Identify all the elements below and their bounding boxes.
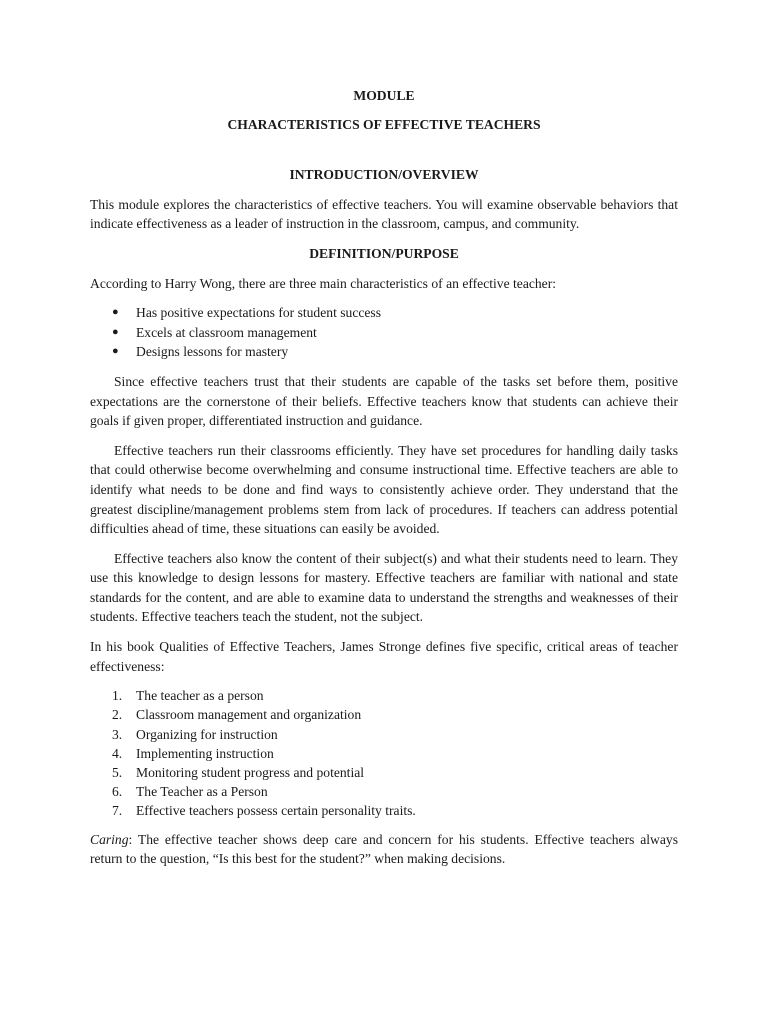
list-item-text: Has positive expectations for student success (136, 305, 382, 321)
caring-label: Caring (90, 831, 129, 847)
list-number: 7. (112, 803, 123, 819)
bullet-icon: ● (112, 345, 119, 358)
definition-heading: DEFINITION/PURPOSE (309, 245, 459, 261)
document-page (90, 86, 678, 879)
list-number: 6. (112, 784, 123, 800)
module-label: MODULE (353, 88, 415, 103)
caring-text: The effective teacher shows deep care and concern for his students. Effective teachers always return to the question, “Is this best for the student?” when making decisions. (90, 831, 678, 867)
bullet-icon: ● (112, 306, 119, 319)
list-item (90, 342, 678, 362)
list-item (90, 686, 678, 705)
list-item (90, 725, 678, 744)
list-item (90, 744, 678, 763)
page-title: CHARACTERISTICS OF EFFECTIVE TEACHERS (227, 116, 541, 132)
list-item-text: Monitoring student progress and potential (136, 765, 365, 781)
intro-paragraph: This module explores the characteristics of effective teachers. You will examine observable behaviors that indicate effectiveness as a leader of instruction in the classroom, campus, and community. (90, 196, 678, 232)
list-item (90, 801, 678, 820)
wong-lead-paragraph: According to Harry Wong, there are three main characteristics of an effective teacher: (90, 275, 557, 291)
list-item-text: Designs lessons for mastery (136, 344, 289, 360)
expectations-paragraph: Since effective teachers trust that their students are capable of the tasks set before them, positive expectations are the cornerstone of their beliefs. Effective teachers know that students can achieve their goals if given proper, differentiated instruction and guidance. (90, 373, 678, 429)
stronge-lead-paragraph: In his book Qualities of Effective Teachers, James Stronge defines five specific, critical areas of teacher effectiveness: (90, 639, 678, 674)
caring-paragraph (90, 830, 678, 869)
list-item (90, 705, 678, 724)
list-item (90, 763, 678, 782)
mastery-paragraph: Effective teachers also know the content of their subject(s) and what their students need to learn. They use this knowledge to design lessons for mastery. Effective teachers are familiar with national and state standards for the content, and are able to examine data to understand the strengths and weaknesses of their students. Effective teachers teach the student, not the subject. (90, 550, 678, 625)
list-item-text: Classroom management and organization (136, 707, 362, 723)
intro-heading: INTRODUCTION/OVERVIEW (289, 167, 479, 183)
list-item-text: Implementing instruction (136, 745, 274, 761)
wong-bullet-list (90, 303, 678, 362)
bullet-icon: ● (112, 325, 119, 338)
list-item-text: Effective teachers possess certain personality traits. (136, 803, 416, 819)
list-number: 1. (112, 688, 123, 704)
management-paragraph: Effective teachers run their classrooms efficiently. They have set procedures for handling daily tasks that could otherwise become overwhelming and consume instructional time. Effective teachers are able to identify what needs to be done and find ways to consistently achieve order. They understand that the greatest discipline/management problems stem from lack of procedures. If teachers can address potential difficulties ahead of time, these situations can easily be avoided. (90, 442, 678, 537)
list-item-text: The teacher as a person (136, 688, 264, 704)
list-item (90, 782, 678, 801)
list-item-text: Excels at classroom management (136, 324, 317, 340)
list-item (90, 303, 678, 323)
list-number: 3. (112, 726, 123, 742)
list-item (90, 323, 678, 343)
list-item-text: The Teacher as a Person (136, 784, 268, 800)
caring-colon: : (128, 831, 133, 847)
stronge-numbered-list (90, 686, 678, 820)
list-number: 4. (112, 745, 123, 761)
list-number: 2. (112, 707, 123, 723)
list-number: 5. (112, 765, 123, 781)
list-item-text: Organizing for instruction (136, 726, 278, 742)
